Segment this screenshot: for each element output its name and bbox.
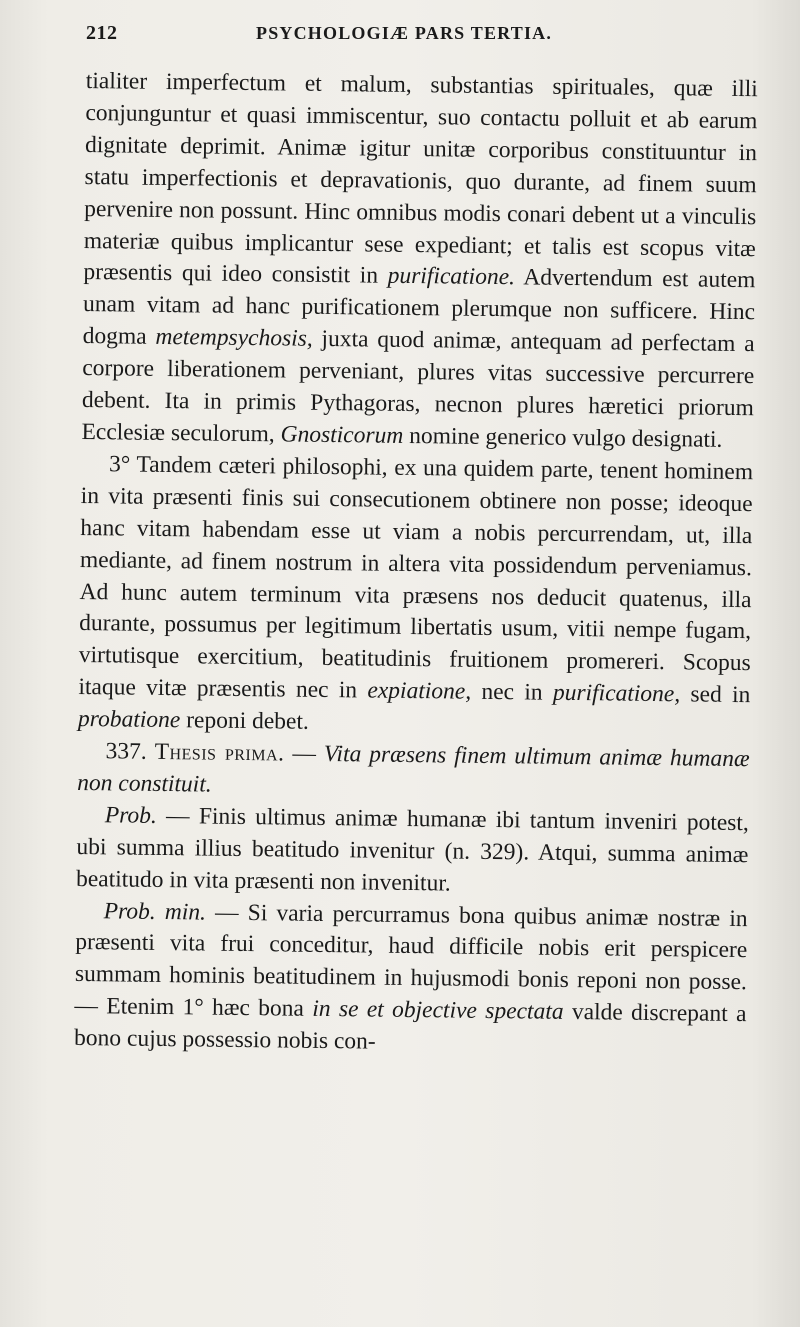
thesis-heading	[77, 736, 750, 808]
thesis-statement: Vita præsens finem ultimum animæ humanæ non constituit.	[77, 740, 750, 798]
running-head: PSYCHOLOGIÆ PARS TERTIA.	[256, 23, 553, 43]
proof-minor-label: Prob. min.	[103, 897, 207, 926]
italic-term: probatione	[77, 706, 181, 734]
body-text	[74, 66, 758, 1063]
italic-term: expiatione,	[367, 677, 472, 705]
italic-term: purificatione,	[552, 679, 681, 708]
page-header	[86, 22, 758, 62]
proof-paragraph	[76, 800, 749, 904]
text-run: — Si varia percurramus bona quibus animæ nostræ in præsenti vita frui conceditur, haud difficile nobis erit perspicere summam hominis beatitudinem in hujusmodi bonis reponi non posse. — Etenim 1° hæc bona	[74, 899, 748, 1023]
italic-term: metempsychosis,	[155, 324, 313, 353]
text-run: sed in	[680, 681, 751, 709]
italic-term: Gnosticorum	[280, 421, 404, 449]
text-run: tialiter imperfectum et malum, substantias spirituales, quæ illi conjunguntur et quasi immiscentur, suo contactu polluit et ab earum dignitate deprimit. Animæ igitur unitæ corporibus constituuntur in statu imperfectionis et depravationis, quo durante, ad finem suum pervenire non possunt. Hinc omnibus modis conari debent ut a vinculis materiæ quibus implicantur sese expediant; et talis est scopus vitæ præsentis qui ideo consistit in	[83, 67, 758, 290]
paragraph-2	[78, 449, 753, 744]
text-run: valde discrepant a bono cujus possessio nobis con-	[73, 999, 747, 1055]
text-run: — Finis ultimus animæ humanæ ibi tantum inveniri potest, ubi summa illius beatitudo invenitur (n. 329). Atqui, summa animæ beatitudo in vita præsenti non invenitur.	[75, 802, 749, 897]
proof-minor-paragraph	[74, 896, 748, 1064]
page-number: 212	[86, 22, 118, 44]
italic-term: in se et objective spectata	[312, 996, 564, 1026]
italic-term: purificatione.	[387, 263, 516, 291]
text-run: nec in	[471, 678, 554, 706]
text-run: reponi debet.	[180, 707, 309, 735]
text-run: 3° Tandem cæteri philosophi, ex una quidem parte, tenent hominem in vita præsenti finis sui consecutionem obtinere non posse; ideoque hanc vitam habendam esse ut viam a nobis percurrendam, ut, illa mediante, ad finem nostrum in altera vita possidendum perveniamus. Ad hunc autem terminum vita præsens nos deducit quatenus, illa durante, possumus per legitimum libertatis usum, vitii nempe fugam, virtutisque exercitium, beatitudinis fruitionem promereri. Scopus itaque vitæ præsentis nec in	[78, 451, 754, 704]
section-number: 337.	[105, 738, 155, 765]
proof-label: Prob.	[104, 802, 158, 829]
thesis-label: Thesis prima.	[154, 738, 285, 767]
text-run: Advertendum est autem unam vitam ad hanc purificationem plerumque non sufficere. Hinc dogma	[82, 264, 756, 351]
text-run: —	[284, 740, 325, 767]
text-run: juxta quod animæ, antequam ad perfectam a corpore liberationem perveniant, plures vitas successive percurrere debent. Ita in primis Pythagoras, necnon plures hæretici priorum Ecclesiæ seculorum,	[81, 326, 755, 448]
paragraph-1	[81, 66, 758, 457]
text-run: nomine generico vulgo designati.	[403, 422, 723, 453]
